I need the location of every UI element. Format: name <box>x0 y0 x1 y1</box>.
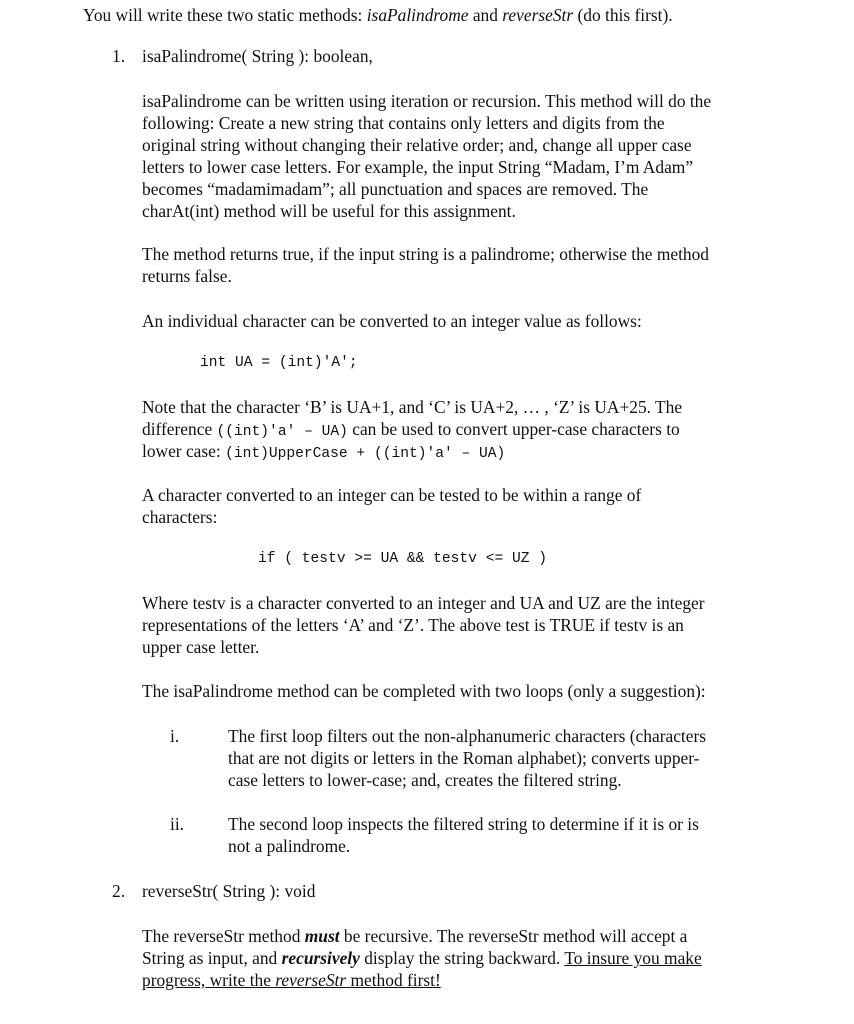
step-marker: ii. <box>170 814 185 834</box>
reverse-must: must <box>304 926 340 946</box>
note-line <box>142 440 505 465</box>
desc-line: following: Create a new string that contains only letters and digits from the <box>142 113 665 133</box>
intro-method2: reverseStr <box>502 5 574 25</box>
returns-line: returns false. <box>142 266 232 286</box>
intro-method1: isaPalindrome <box>366 5 469 25</box>
intro-and: and <box>468 5 503 25</box>
convert-line: An individual character can be converted to an integer value as follows: <box>142 311 642 331</box>
reverse-text: be recursive. The reverseStr method will accept a <box>339 926 688 946</box>
where-line: upper case letter. <box>142 637 260 657</box>
desc-line: letters to lower case letters. For example, the input String “Madam, I’m Adam” <box>142 157 694 177</box>
where-line: Where testv is a character converted to an integer and UA and UZ are the integer <box>142 593 705 613</box>
note-text: lower case: <box>142 441 226 461</box>
note-code: ((int)'a' – UA) <box>216 424 348 440</box>
where-line: representations of the letters ‘A’ and ‘Z’. The above test is TRUE if testv is an <box>142 615 684 635</box>
step-marker: i. <box>170 726 180 746</box>
step-line: The second loop inspects the filtered string to determine if it is or is <box>228 814 699 834</box>
reverse-line <box>142 925 687 947</box>
desc-line: isaPalindrome can be written using iteration or recursion. This method will do the <box>142 91 712 111</box>
step-line: not a palindrome. <box>228 836 351 856</box>
step-line: case letters to lower-case; and, creates the filtered string. <box>228 770 622 790</box>
range-line: A character converted to an integer can be tested to be within a range of <box>142 485 642 505</box>
step-line: The first loop filters out the non-alphanumeric characters (characters <box>228 726 707 746</box>
section2-number: 2. <box>112 881 126 901</box>
code-snippet-int-ua: int UA = (int)'A'; <box>200 355 358 371</box>
loops-line: The isaPalindrome method can be completed with two loops (only a suggestion): <box>142 681 706 701</box>
intro-line <box>83 4 673 26</box>
desc-line: charAt(int) method will be useful for this assignment. <box>142 201 516 221</box>
reverse-underlined: To insure you make <box>564 948 702 968</box>
reverse-underlined: progress, write the <box>142 970 276 990</box>
reverse-underlined <box>275 970 346 990</box>
note-text: can be used to convert upper-case characters to <box>347 419 680 439</box>
intro-prefix: You will write these two static methods: <box>83 5 367 25</box>
reverse-underlined: method first! <box>346 970 441 990</box>
desc-line: original string without changing their relative order; and, change all upper case <box>142 135 692 155</box>
code-snippet-if-test: if ( testv >= UA && testv <= UZ ) <box>258 551 548 567</box>
reverse-line <box>142 947 702 969</box>
section1-number: 1. <box>112 46 126 66</box>
reverse-method-name: reverseStr <box>275 970 347 990</box>
note-text: difference <box>142 419 217 439</box>
note-line: Note that the character ‘B’ is UA+1, and ‘C’ is UA+2, … , ‘Z’ is UA+25. The <box>142 397 683 417</box>
step-line: that are not digits or letters in the Roman alphabet); converts upper- <box>228 748 700 768</box>
reverse-text: The reverseStr method <box>142 926 305 946</box>
intro-suffix: (do this first). <box>573 5 673 25</box>
reverse-recursively: recursively <box>281 948 360 968</box>
note-code: (int)UpperCase + ((int)'a' – UA) <box>225 446 506 462</box>
reverse-text: display the string backward. <box>359 948 565 968</box>
desc-line: becomes “madamimadam”; all punctuation and spaces are removed. The <box>142 179 649 199</box>
section2-signature: reverseStr( String ): void <box>142 881 316 901</box>
range-line: characters: <box>142 507 218 527</box>
section1-signature: isaPalindrome( String ): boolean, <box>142 46 373 66</box>
returns-line: The method returns true, if the input string is a palindrome; otherwise the method <box>142 244 709 264</box>
reverse-text: String as input, and <box>142 948 282 968</box>
reverse-line <box>142 969 441 991</box>
